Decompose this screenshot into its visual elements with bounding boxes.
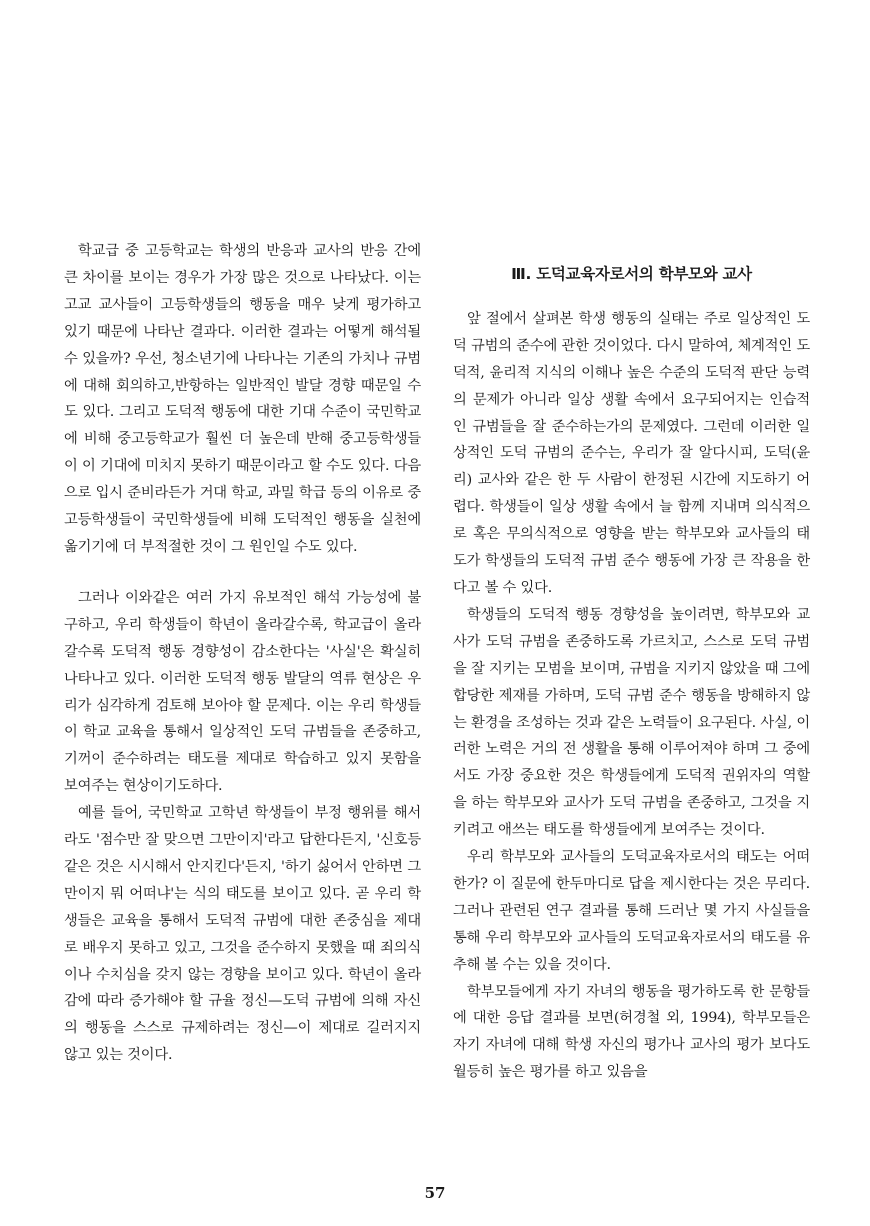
paragraph: 예를 들어, 국민학교 고학년 학생들이 부정 행위를 해서라도 '점수만 잘 맞으면 그만이지'라고 답한다든지, '신호등 같은 것은 시시해서 안지킨다'든지, '하기 싫어서 안하면 그만이지 뭐 어떠냐'는 식의 태도를 보이고 있다. 곧 우리 학생들은 교육을 통해서 도덕적 규범에 대한 존중심을 제대로 배우지 못하고 있고, 그것을 준수하지 못했을 때 죄의식이나 수치심을 갖지 않는 경향을 보이고 있다. 학년이 올라감에 따라 증가해야 할 규율 정신—도덕 규범에 의해 자신의 행동을 스스로 규제하려는 정신—이 제대로 길러지지 않고 있는 것이다. <box>64 805 421 1064</box>
paragraph: 학교급 중 고등학교는 학생의 반응과 교사의 반응 간에 큰 차이를 보이는 경우가 가장 많은 것으로 나타났다. 이는 고교 교사들이 고등학생들의 행동을 매우 낮게 평가하고 있기 때문에 나타난 결과다. 이러한 결과는 어떻게 해석될 수 있을까? 우선, 청소년기에 나타나는 기존의 가치나 규범에 대해 회의하고,반항하는 일반적인 발달 경향 때문일 수도 있다. 그리고 도덕적 행동에 대한 기대 수준이 국민학교에 비해 중고등학교가 훨씬 더 높은데 반해 중고등학생들이 이 기대에 미치지 못하기 때문이라고 할 수도 있다. 다음으로 입시 준비라든가 거대 학교, 과밀 학급 등의 이유로 중고등학생들이 국민학생들에 비해 도덕적인 행동을 실천에 옮기기에 더 부적절한 것이 그 원인일 수도 있다. <box>64 243 421 555</box>
paragraph: 우리 학부모와 교사들의 도덕교육자로서의 태도는 어떠한가? 이 질문에 한두마디로 답을 제시한다는 것은 무리다. 그러나 관련된 연구 결과를 통해 드러난 몇 가지 사실들을 통해 우리 학부모와 교사들의 도덕교육자로서의 태도를 유추해 볼 수는 있을 것이다. <box>453 849 810 973</box>
section-heading: Ⅲ. 도덕교육자로서의 학부모와 교사 <box>511 265 752 283</box>
paragraph: 학생들의 도덕적 행동 경향성을 높이려면, 학부모와 교사가 도덕 규범을 존중하도록 가르치고, 스스로 도덕 규범을 잘 지키는 모범을 보이며, 규범을 지키지 않았을 때 그에 합당한 제재를 가하며, 도덕 규범 준수 행동을 방해하지 않는 환경을 조성하는 것과 같은 노력들이 요구된다. 사실, 이러한 노력은 거의 전 생활을 통해 이루어져야 하며 그 중에서도 가장 중요한 것은 학생들에게 도덕적 권위자의 역할을 하는 학부모와 교사가 도덕 규범을 존중하고, 그것을 지키려고 애쓰는 태도를 학생들에게 보여주는 것이다. <box>453 606 810 839</box>
right-column <box>453 261 810 1086</box>
left-column <box>64 238 421 1069</box>
paragraph: 학부모들에게 자기 자녀의 행동을 평가하도록 한 문항들에 대한 응답 결과를 보면(허경철 외, 1994), 학부모들은 자기 자녀에 대해 학생 자신의 평가나 교사의 평가 보다도 월등히 높은 평가를 하고 있음을 <box>453 983 810 1081</box>
paragraph: 앞 절에서 살펴본 학생 행동의 실태는 주로 일상적인 도덕 규범의 준수에 관한 것이었다. 다시 말하여, 체계적인 도덕적, 윤리적 지식의 이해나 높은 수준의 도덕적 판단 능력의 문제가 아니라 일상 생활 속에서 요구되어지는 인습적인 규범들을 잘 준수하는가의 문제였다. 그런데 이러한 일상적인 도덕 규범의 준수는, 우리가 잘 알다시피, 도덕(윤리) 교사와 같은 한 두 사람이 한정된 시간에 지도하기 어렵다. 학생들이 일상 생활 속에서 늘 함께 지내며 의식적으로 혹은 무의식적으로 영향을 받는 학부모와 교사들의 태도가 학생들의 도덕적 규범 준수 행동에 가장 큰 작용을 한다고 볼 수 있다. <box>453 310 810 596</box>
paragraph: 그러나 이와같은 여러 가지 유보적인 해석 가능성에 불구하고, 우리 학생들이 학년이 올라갈수록, 학교급이 올라갈수록 도덕적 행동 경향성이 감소한다는 '사실'은 확실히 나타나고 있다. 이러한 도덕적 행동 발달의 역류 현상은 우리가 심각하게 검토해 보아야 할 문제다. 이는 우리 학생들이 학교 교육을 통해서 일상적인 도덕 규범들을 존중하고, 기꺼이 준수하려는 태도를 제대로 학습하고 있지 못함을 보여주는 현상이기도하다. <box>64 589 421 795</box>
page-number: 57 <box>424 1184 446 1202</box>
